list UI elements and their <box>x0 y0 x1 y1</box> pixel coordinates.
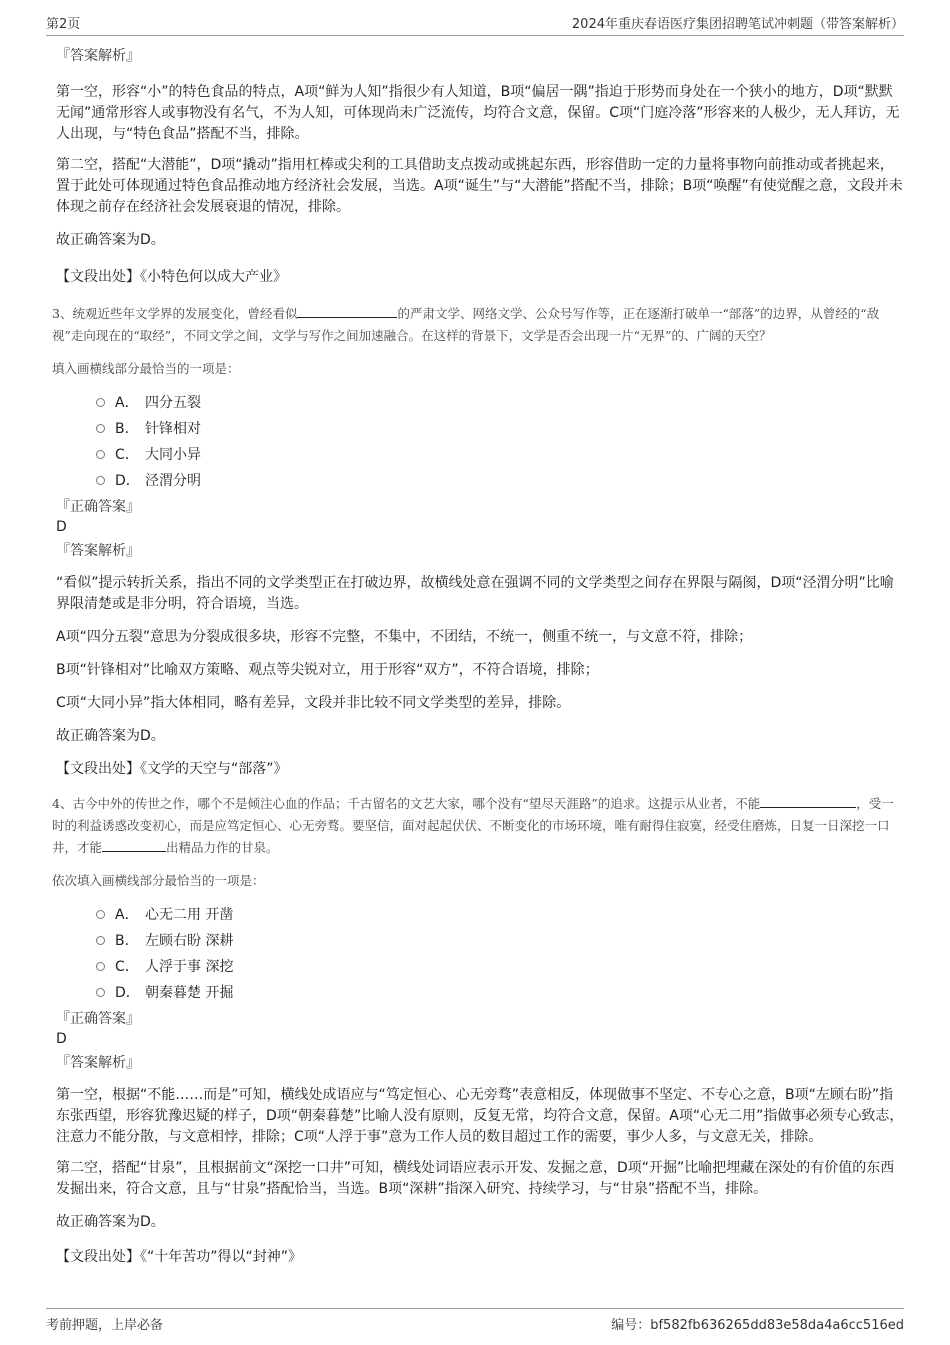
option-a[interactable]: A． 心无二用 开凿 <box>56 901 904 927</box>
q3-analysis-paragraph: “看似”提示转折关系，指出不同的文学类型正在打破边界，故横线处意在强调不同的文学类型之间存在界限与隔阂，D项“泾渭分明”比喻界限清楚或是非分明，符合语境，当选。 <box>56 575 894 612</box>
correct-answer-label: 『正确答案』 <box>56 499 140 515</box>
option-c[interactable]: C． 人浮于事 深挖 <box>56 953 904 979</box>
q2-conclusion: 故正确答案为D。 <box>56 232 165 248</box>
q2-source: 【文段出处】《小特色何以成大产业》 <box>56 269 287 285</box>
page-number: 第2页 <box>46 17 81 32</box>
q4-prompt: 依次填入画横线部分最恰当的一项是： <box>52 873 265 888</box>
q4-question-text: 4、古今中外的传世之作，哪个不是倾注心血的作品；千古留名的文艺大家，哪个没有“望尽天涯路”的追求。这提示从业者，不能 ，受一时的利益诱惑改变初心，而是应笃定恒心、心无旁骛。要坚信，面对起起伏伏、不断变化的市场环境，唯有耐得住寂寞，经受住磨炼，日复一日深挖一口井，才能 出精品力作的甘泉。 <box>52 793 904 859</box>
option-d[interactable]: D． 朝秦暮楚 开掘 <box>56 979 904 1005</box>
page-footer <box>46 1308 904 1340</box>
radio-icon[interactable] <box>96 476 105 485</box>
document-title: 2024年重庆春语医疗集团招聘笔试冲刺题（带答案解析） <box>571 17 904 32</box>
option-c[interactable]: C． 大同小异 <box>56 441 904 467</box>
analysis-label: 『答案解析』 <box>56 48 140 64</box>
q3-options <box>56 389 904 493</box>
radio-icon[interactable] <box>96 424 105 433</box>
radio-icon[interactable] <box>96 910 105 919</box>
q2-analysis-paragraph: 第一空，形容“小”的特色食品的特点，A项“鲜为人知”指很少有人知道，B项“偏居一隅”指迫于形势而身处在一个狭小的地方，D项“默默无闻”通常形容人或事物没有名气，不为人知，可体现尚未广泛流传，均符合文意，保留。C项“门庭冷落”形容来的人极少，无人拜访，无人出现，与“特色食品”搭配不当，排除。 <box>56 84 900 142</box>
q4-correct-answer: D <box>56 1031 67 1047</box>
q4-analysis-paragraph: 第一空，根据“不能……而是”可知，横线处成语应与“笃定恒心、心无旁骛”表意相反，体现做事不坚定、不专心之意，B项“左顾右盼”指东张西望，形容犹豫迟疑的样子，D项“朝秦暮楚”比喻人没有原则，反复无常，均符合文意，保留。A项“心无二用”指做事必须专心致志，注意力不能分散，与文意相悖，排除；C项“人浮于事”意为工作人员的数目超过工作的需要，事少人多，与文意无关，排除。 <box>56 1087 904 1145</box>
q3-prompt: 填入画横线部分最恰当的一项是： <box>52 361 240 376</box>
q3-analysis-paragraph: C项“大同小异”指大体相同，略有差异，文段并非比较不同文学类型的差异，排除。 <box>56 695 571 711</box>
q3-question-text: 3、统观近些年文学界的发展变化，曾经看似 的严肃文学、网络文学、公众号写作等，正在逐渐打破单一“部落”的边界，从曾经的“敌视”走向现在的“取经”，不同文学之间，文学与写作之间加速融合。在这样的背景下，文学是否会出现一片“无界”的、广阔的天空？ <box>52 303 904 347</box>
q4-options <box>56 901 904 1005</box>
option-b[interactable]: B． 针锋相对 <box>56 415 904 441</box>
q3-analysis-paragraph: B项“针锋相对”比喻双方策略、观点等尖锐对立，用于形容“双方”，不符合语境，排除； <box>56 662 599 678</box>
analysis-label: 『答案解析』 <box>56 1055 140 1071</box>
radio-icon[interactable] <box>96 450 105 459</box>
answer-blank <box>760 793 856 808</box>
option-a[interactable]: A． 四分五裂 <box>56 389 904 415</box>
option-d[interactable]: D． 泾渭分明 <box>56 467 904 493</box>
analysis-label: 『答案解析』 <box>56 543 140 559</box>
radio-icon[interactable] <box>96 398 105 407</box>
q4-source: 【文段出处】《“十年苦功”得以“封神”》 <box>56 1249 303 1265</box>
radio-icon[interactable] <box>96 988 105 997</box>
option-b[interactable]: B． 左顾右盼 深耕 <box>56 927 904 953</box>
q3-analysis-paragraph: A项“四分五裂”意思为分裂成很多块，形容不完整，不集中，不团结，不统一，侧重不统一，与文意不符，排除； <box>56 629 753 645</box>
radio-icon[interactable] <box>96 936 105 945</box>
q4-analysis-paragraph: 第二空，搭配“甘泉”，且根据前文“深挖一口井”可知，横线处词语应表示开发、发掘之意，D项“开掘”比喻把埋藏在深处的有价值的东西发掘出来，符合文意，且与“甘泉”搭配恰当，当选。B项“深耕”指深入研究、持续学习，与“甘泉”搭配不当，排除。 <box>56 1160 895 1197</box>
q2-analysis-paragraph: 第二空，搭配“大潜能”，D项“撬动”指用杠棒或尖利的工具借助支点拨动或挑起东西，形容借助一定的力量将事物向前推动或者挑起来，置于此处可体现通过特色食品推动地方经济社会发展，当选。A项“诞生”与“大潜能”搭配不当，排除；B项“唤醒”有使觉醒之意，文段并未体现之前存在经济社会发展衰退的情况，排除。 <box>56 157 903 215</box>
radio-icon[interactable] <box>96 962 105 971</box>
q3-source: 【文段出处】《文学的天空与“部落”》 <box>56 761 288 777</box>
page-header <box>46 10 904 36</box>
page-content <box>52 44 904 1267</box>
q3-conclusion: 故正确答案为D。 <box>56 728 165 744</box>
answer-blank <box>297 303 397 318</box>
correct-answer-label: 『正确答案』 <box>56 1011 140 1027</box>
footer-slogan: 考前押题，上岸必备 <box>46 1318 164 1333</box>
document-code: 编号：bf582fb636265dd83e58da4a6cc516ed <box>611 1318 904 1333</box>
q4-conclusion: 故正确答案为D。 <box>56 1214 165 1230</box>
q3-correct-answer: D <box>56 519 67 535</box>
answer-blank <box>102 837 166 852</box>
